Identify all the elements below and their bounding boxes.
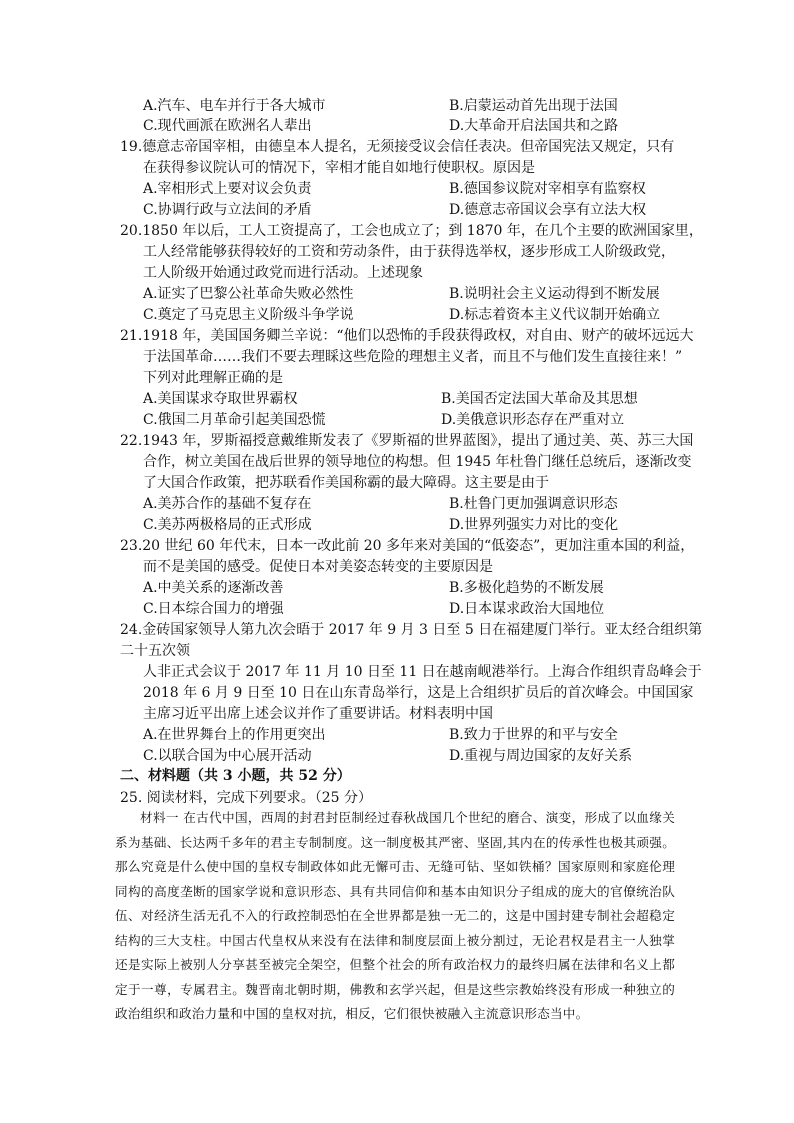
q22-option-a: A.美苏合作的基础不复存在 — [143, 496, 312, 512]
q18-option-c: C.现代画派在欧洲名人辈出 — [143, 118, 312, 134]
q19-stem-line2: 在获得参议院认可的情况下，宰相才能自如地行使职权。原因是 — [143, 160, 535, 176]
q24-option-b: B.致力于世界的和平与安全 — [449, 727, 618, 743]
q21-option-b: B.美国否定法国大革命及其思想 — [441, 391, 638, 407]
q24-stem-line3: 人非正式会议于 2017 年 11 月 10 日至 11 日在越南岘港举行。上海合作组织青岛峰会于 — [143, 664, 702, 680]
q22-stem-line3: 了大国合作政策，把苏联看作美国称霸的最大障碍。这主要是由于 — [143, 475, 549, 491]
q19-option-b: B.德国参议院对宰相享有监察权 — [449, 181, 646, 197]
q21-stem-line2: 于法国革命……我们不要去理睬这些危险的理想主义者，而且不与他们发生直接往来！” — [143, 349, 683, 365]
q20-option-a: A.证实了巴黎公社革命失败必然性 — [143, 286, 354, 302]
q18-option-a: A.汽车、电车并行于各大城市 — [143, 98, 326, 114]
material-one-paragraph: 材料一 在古代中国，西周的封君封臣制经过春秋战国几个世纪的磨合、演变，形成了以血缘关系为基础、长达两千多年的君主专制制度。这一制度极其严密、坚固,其内在的传承性也极其顽强。那么究竟是什么使中国的皇权专制政体如此无懈可击、无缝可钻、坚如铁桶？国家原则和家庭伦理同构的高度垄断的国家学说和意识形态、具有共同信仰和基本由知识分子组成的庞大的官僚统治队伍、对经济生活无孔不入的行政控制恐怕在全世界都是独一无二的，这是中国封建专制社会超稳定结构的三大支柱。中国古代皇权从来没有在法律和制度层面上被分割过，无论君权是君主一人独掌还是实际上被别人分享甚至被完全架空，但整个社会的所有政治权力的最终归属在法律和名义上都定于一尊，专属君主。魏晋南北朝时期，佛教和玄学兴起，但是这些宗教始终没有形成一种独立的政治组织和政治力量和中国的皇权对抗，相反，它们很快被融入主流意识形态当中。 — [115, 810, 675, 1021]
q24-option-a: A.在世界舞台上的作用更突出 — [143, 727, 326, 743]
q20-stem-line1: 20.1850 年以后，工人工资提高了，工会也成立了；到 1870 年，在几个主要的欧洲国家里， — [120, 223, 703, 239]
q21-option-a: A.美国谋求夺取世界霸权 — [143, 391, 298, 407]
q24-option-d: D.重视与周边国家的友好关系 — [449, 748, 633, 764]
q23-option-c: C.日本综合国力的增强 — [143, 601, 284, 617]
q25-intro: 25. 阅读材料，完成下列要求。（25 分） — [120, 790, 372, 806]
q23-option-d: D.日本谋求政治大国地位 — [449, 601, 605, 617]
q23-stem-line2: 而不是美国的感受。促使日本对美姿态转变的主要原因是 — [143, 559, 493, 575]
q23-option-b: B.多极化趋势的不断发展 — [449, 580, 604, 596]
q21-stem-line1: 21.1918 年，美国国务卿兰辛说：“他们以恐怖的手段获得政权，对自由、财产的破坏远远大 — [120, 328, 694, 344]
q23-option-a: A.中美关系的逐渐改善 — [143, 580, 284, 596]
q24-stem-line1: 24.金砖国家领导人第九次会晤于 2017 年 9 月 3 日至 5 日在福建厦门举行。亚太经合组织第 — [120, 622, 703, 638]
q22-stem-line1: 22.1943 年，罗斯福授意戴维斯发表了《罗斯福的世界蓝图》，提出了通过美、英、苏三大国 — [120, 433, 694, 449]
q18-option-b: B.启蒙运动首先出现于法国 — [449, 98, 618, 114]
q19-option-a: A.宰相形式上要对议会负责 — [143, 181, 312, 197]
q20-option-b: B.说明社会主义运动得到不断发展 — [449, 286, 660, 302]
q18-option-d: D.大革命开启法国共和之路 — [449, 118, 619, 134]
q22-option-d: D.世界列强实力对比的变化 — [449, 517, 619, 533]
q21-option-c: C.俄国二月革命引起美国恐慌 — [143, 412, 326, 428]
q22-option-c: C.美苏两极格局的正式形成 — [143, 517, 312, 533]
q22-stem-line2: 合作，树立美国在战后世界的领导地位的构想。但 1945 年杜鲁门继任总统后，逐渐改变 — [143, 454, 692, 470]
q24-option-c: C.以联合国为中心展开活动 — [143, 748, 312, 764]
section-heading: 二、材料题（共 3 小题，共 52 分） — [120, 768, 351, 784]
q20-stem-line3: 工人阶级开始通过政党而进行活动。上述现象 — [143, 265, 423, 281]
q19-option-c: C.协调行政与立法间的矛盾 — [143, 202, 312, 218]
q20-stem-line2: 工人经常能够获得较好的工资和劳动条件，由于获得选举权，逐步形成工人阶级政党， — [143, 244, 675, 260]
q24-stem-line5: 主席习近平出席上述会议并作了重要讲话。材料表明中国 — [143, 706, 493, 722]
q24-stem-line2: 二十五次领 — [120, 643, 190, 659]
q23-stem-line1: 23.20 世纪 60 年代末，日本一改此前 20 多年来对美国的“低姿态”，更加注重本国的利益， — [120, 538, 695, 554]
q21-stem-line3: 下列对此理解正确的是 — [143, 370, 283, 386]
q20-option-c: C.奠定了马克思主义阶级斗争学说 — [143, 307, 354, 323]
q19-option-d: D.德意志帝国议会享有立法大权 — [449, 202, 647, 218]
q22-option-b: B.杜鲁门更加强调意识形态 — [449, 496, 618, 512]
q19-stem-line1: 19.德意志帝国宰相，由德皇本人提名，无须接受议会信任表决。但帝国宪法又规定，只有 — [120, 139, 675, 155]
q21-option-d: D.美俄意识形态存在严重对立 — [441, 412, 625, 428]
q24-stem-line4: 2018 年 6 月 9 日至 10 日在山东青岛举行，这是上合组织扩员后的首次峰会。中国国家 — [143, 685, 694, 701]
q20-option-d: D.标志着资本主义代议制开始确立 — [449, 307, 661, 323]
